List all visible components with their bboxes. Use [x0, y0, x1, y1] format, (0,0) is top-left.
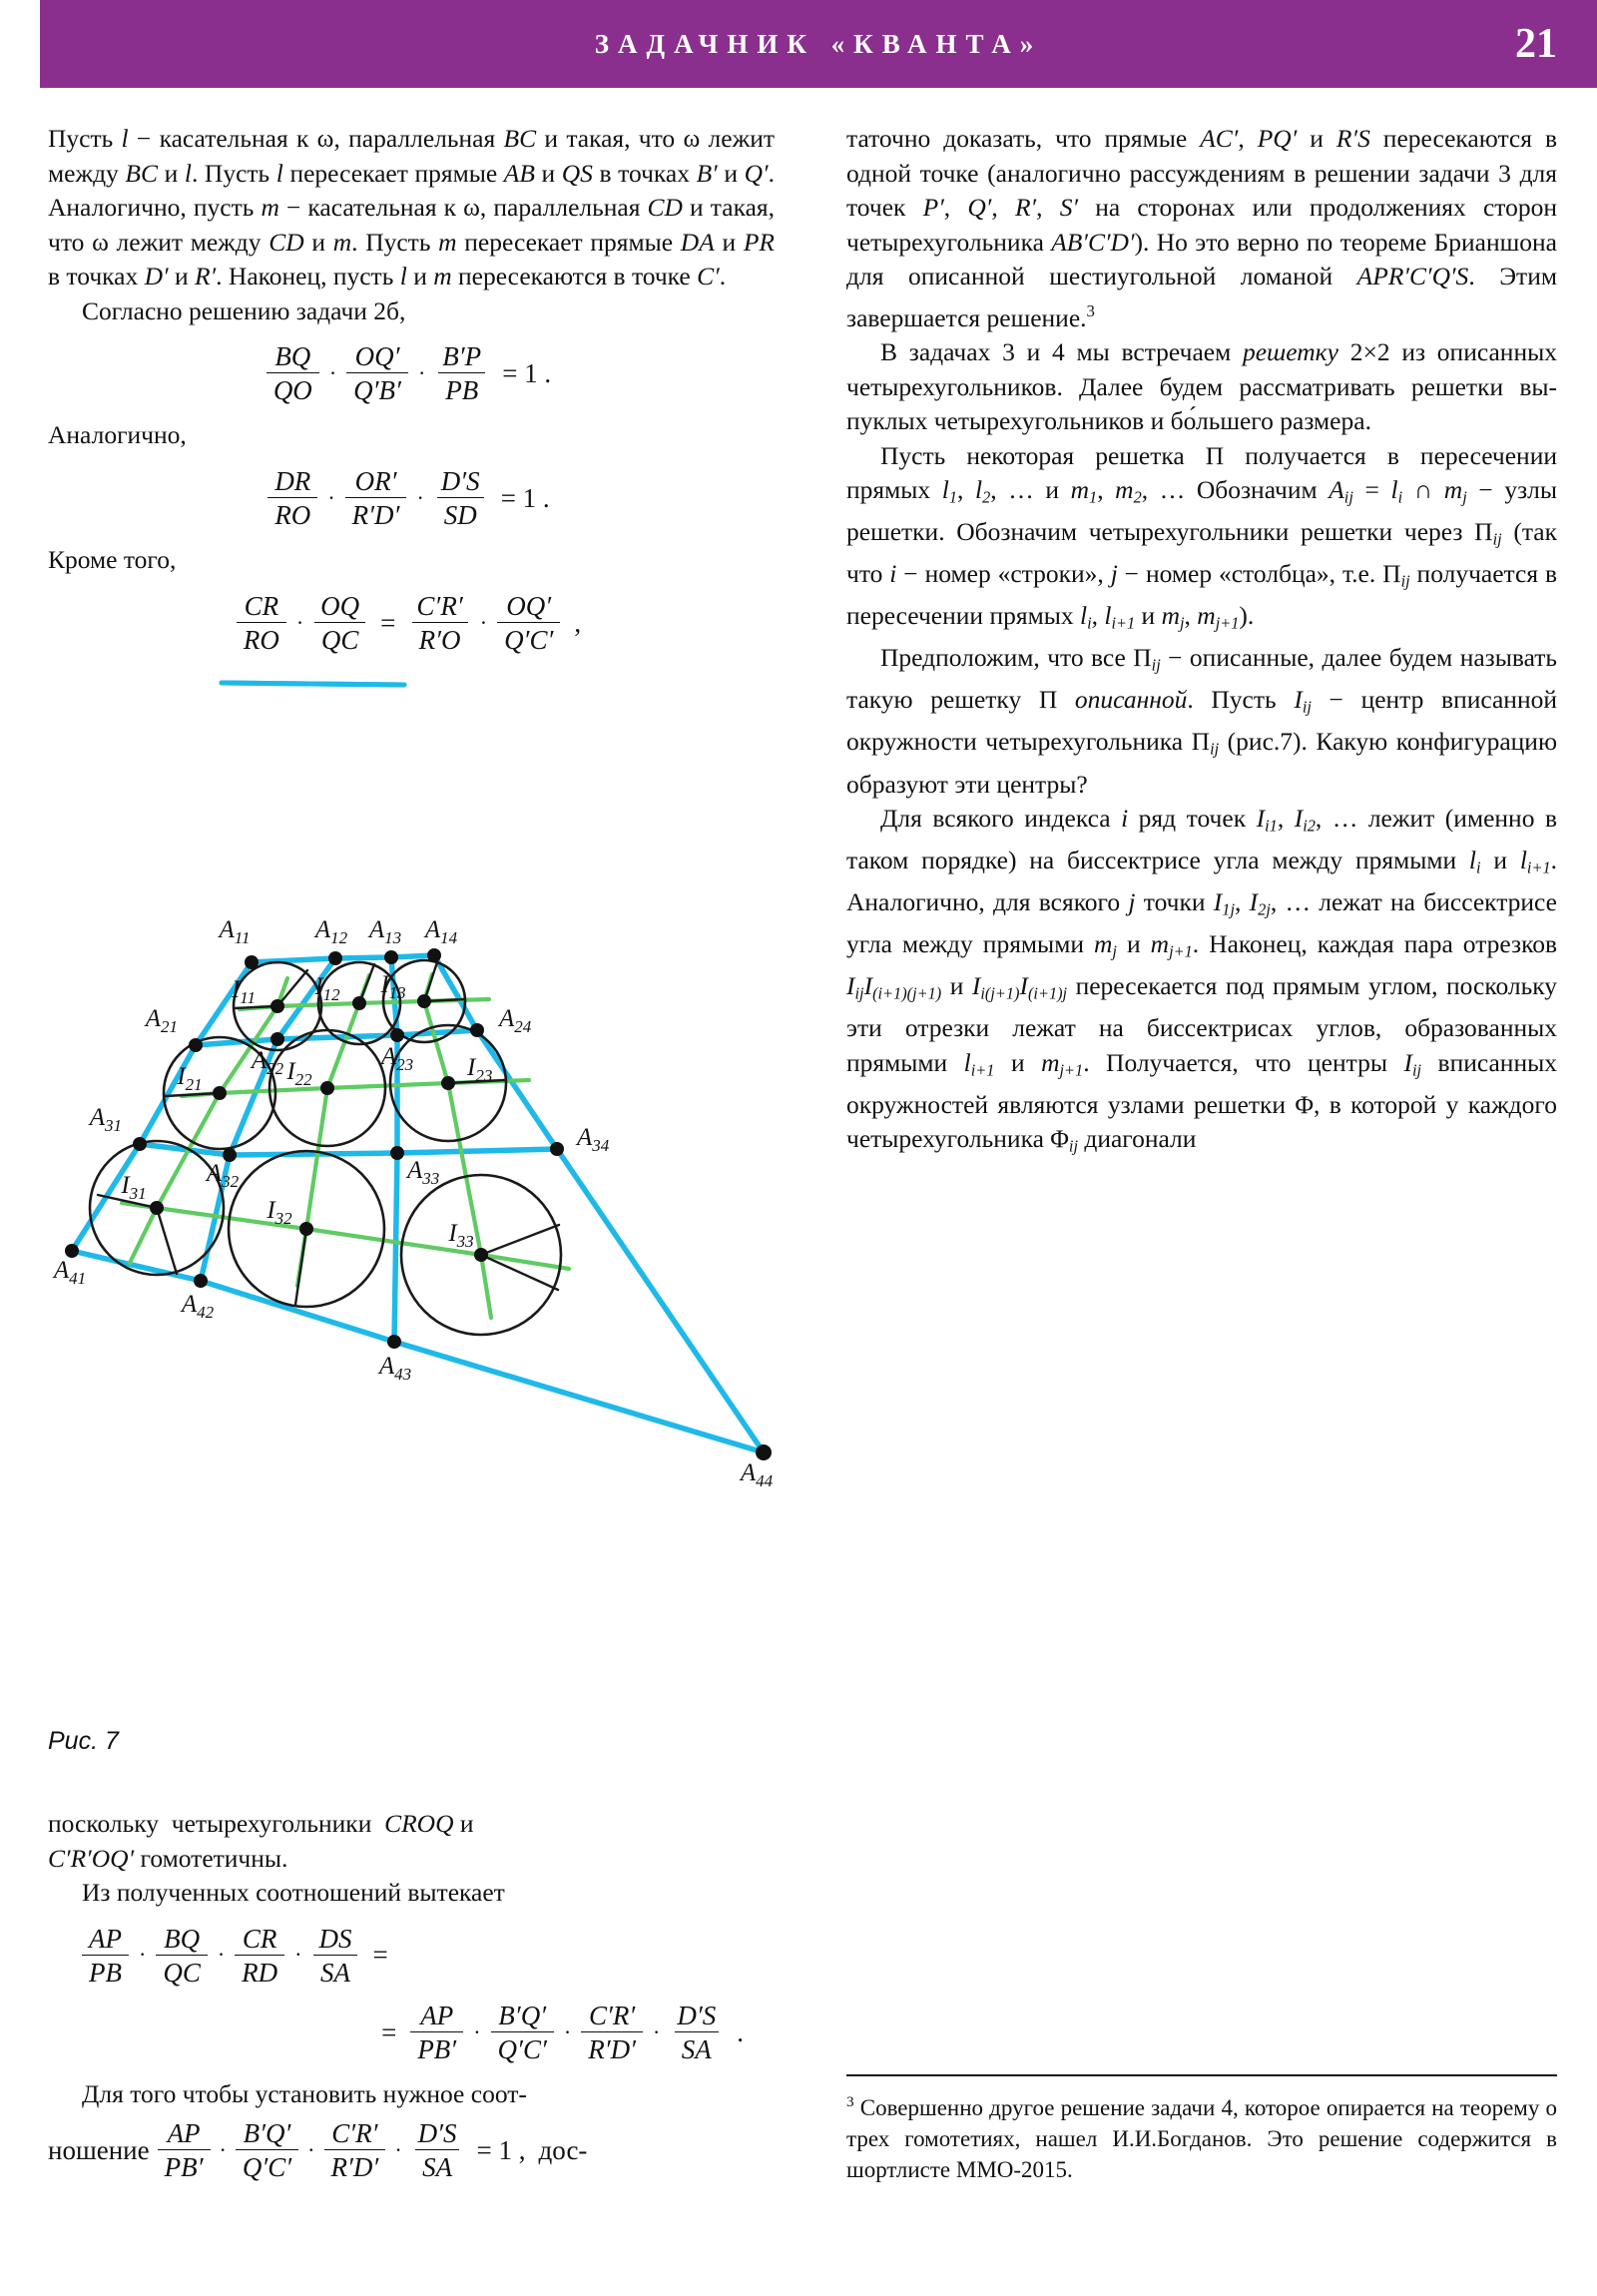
- fraction-ds-sa: [312, 1924, 359, 1988]
- node-A44: [756, 1444, 772, 1460]
- paragraph-left-7: Для того чтобы установить нужное соот-: [82, 2079, 527, 2109]
- numerator: OQ′: [506, 590, 552, 621]
- label-I21: $I_{21}$: [177, 1063, 203, 1094]
- fraction-cprp-rpo: [409, 591, 469, 655]
- node-A34: [550, 1142, 564, 1156]
- equation-6: [48, 2118, 775, 2182]
- label-A21: $A_{21}$: [145, 1005, 178, 1036]
- multiply-dot: ·: [479, 609, 488, 635]
- page-header-banner: [40, 0, 1597, 88]
- equation-tail: =: [372, 1940, 388, 1971]
- bisector-row-3: [122, 1203, 569, 1269]
- footnote-block: [846, 2086, 1557, 2185]
- label-A23: $A_{23}$: [380, 1043, 414, 1074]
- denominator: PB′: [158, 2149, 211, 2182]
- radius-I33-b: [481, 1225, 559, 1255]
- figure-caption: Рис. 7: [48, 1727, 119, 1755]
- center-I22: [320, 1081, 334, 1095]
- denominator: SD: [437, 497, 484, 530]
- multiply-dot: ·: [416, 484, 424, 510]
- node-A33: [390, 1146, 404, 1160]
- denominator: R′D′: [581, 2031, 643, 2064]
- equation-rhs: = 1 .: [502, 357, 552, 388]
- multiply-dot: ·: [139, 1942, 147, 1968]
- numerator: DS: [318, 1923, 352, 1954]
- denominator: SA: [675, 2031, 719, 2064]
- label-I31: $I_{31}$: [121, 1172, 147, 1203]
- denominator: RD: [235, 1955, 284, 1988]
- denominator: R′O: [412, 622, 468, 655]
- multiply-dot: ·: [328, 359, 337, 385]
- label-A34: $A_{34}$: [577, 1124, 610, 1155]
- denominator: PB: [438, 372, 485, 405]
- denominator: QC: [156, 1955, 208, 1988]
- page-number: 21: [1515, 21, 1557, 67]
- node-A13: [384, 950, 398, 964]
- equation-tail: = 1 ,: [476, 2134, 526, 2165]
- footnote-text: [846, 2086, 1557, 2185]
- paragraph-right-2: В задачах 3 и 4 мы встречаем решетку 2×2 из описанных четырехугольников. Далее будем рассматривать решетки выпуклых четырехугольников и бо́льшего размера.: [846, 337, 1557, 436]
- multiply-dot: ·: [307, 2136, 315, 2162]
- denominator: RO: [267, 497, 317, 530]
- fraction-cprp-rpdp: [581, 2001, 643, 2064]
- center-I12: [352, 996, 366, 1010]
- paragraph-right-5: Для всякого индекса i ряд точек $I_{i1}$, $I_{i2}$, … лежит (именно в таком порядке) на биссектрисе угла между прямыми $l_i$ и $l_{i+1}$. Аналогично, для всякого j точки $I_{1j}$, $I_{2j}$, … лежат на биссектрисе угла между прямыми $m_j$ и $m_{j+1}$. Наконец, каждая пара отрезков $I_{ij}I_{(i+1)(j+1)}$ и $I_{i(j+1)}I_{(i+1)j}$ пересекается под прямым углом, поскольку эти отрезки лежат на биссектрисах углов, образованных прямыми $l_{i+1}$ и $m_{j+1}$. Получается, что центры $I_{ij}$ вписанных окружностей являются узлами решетки Φ, в которой у каждого четырехугольника $\Phi_{ij}$ диагонали: [846, 804, 1558, 1156]
- denominator: Q′B′: [346, 372, 408, 405]
- fraction-bpqp-qpcp-2: [236, 2118, 298, 2182]
- center-I11: [270, 999, 284, 1013]
- fraction-cr-rd: [235, 1924, 284, 1988]
- node-A41: [65, 1244, 79, 1258]
- grid-lines-cyan: [222, 683, 404, 685]
- label-A33: $A_{33}$: [407, 1157, 440, 1188]
- line-l4: [72, 1251, 764, 1452]
- denominator: R′D′: [324, 2149, 386, 2182]
- denominator: RO: [237, 622, 286, 655]
- numerator: D′S: [417, 2117, 457, 2148]
- fraction-bq-qc: [156, 1924, 208, 1988]
- paragraph-left-1: Пусть l − касательная к ω, параллельная BC и такая, что ω лежит между BC и l. Пусть l пересекает прямые AB и QS в точках B′ и Q′. Аналогично, пусть m − касательная к ω, параллельная CD и такая, что ω лежит между CD и m. Пусть m пересекает прямые DA и PR в точках D′ и R′. Наконец, пусть l и m пересекаются в точке C′.: [48, 124, 775, 290]
- label-A11: $A_{11}$: [219, 916, 251, 947]
- center-I21: [213, 1086, 227, 1100]
- denominator: QO: [266, 372, 319, 405]
- fraction-orp-rpdp: [345, 466, 407, 530]
- denominator: SA: [415, 2149, 459, 2182]
- label-A43: $A_{43}$: [378, 1353, 412, 1384]
- equation-3: [48, 591, 775, 655]
- fraction-dr-ro: [267, 466, 317, 530]
- multiply-dot: ·: [417, 359, 426, 385]
- denominator: QC: [314, 622, 366, 655]
- paragraph-right-3: Пусть некоторая решетка Π получается в пересечении прямых $l_1$, $l_2$, … и $m_1$, $m_2$, … Обозначим $A_{ij} = l_i$ ∩ $m_j$ − узлы решетки. Обозначим четырехугольники решетки через $\Pi_{ij}$ (так что i − номер «строки», j − номер «столбца», т.е. $\Pi_{ij}$ получается в пересечении прямых $l_i$, $l_{i+1}$ и $m_j$, $m_{j+1}$).: [846, 440, 1558, 633]
- paragraph-left-6: Из полученных соотношений вытекает: [82, 1878, 505, 1907]
- label-I33: $I_{33}$: [448, 1220, 474, 1251]
- label-A14: $A_{14}$: [424, 916, 458, 947]
- node-A42: [194, 1274, 208, 1288]
- label-A31: $A_{31}$: [89, 1104, 122, 1135]
- label-I23: $I_{23}$: [467, 1054, 493, 1085]
- numerator: B′P: [442, 341, 482, 371]
- multiply-dot: ·: [563, 2018, 572, 2044]
- multiply-dot: ·: [219, 2136, 227, 2162]
- label-I32: $I_{32}$: [266, 1197, 292, 1228]
- label-A12: $A_{12}$: [314, 916, 348, 947]
- fraction-bpqp-qpcp: [491, 2001, 554, 2064]
- radius-I31-b: [157, 1208, 177, 1274]
- equals-sign: =: [380, 607, 396, 638]
- radius-I32-a: [295, 1229, 306, 1305]
- center-I32: [299, 1222, 313, 1236]
- node-A32: [223, 1148, 237, 1162]
- fraction-bq-qo: [266, 341, 319, 405]
- fraction-dps-sd: [434, 466, 487, 530]
- footnote-body: Совершенно другое решение задачи 4, которое опирается на теорему о трех гомотетиях, нашел И.И.Богданов. Это решение содержится в шортлисте ММО-2015.: [846, 2095, 1558, 2183]
- multiply-dot: ·: [653, 2018, 661, 2044]
- numerator: BQ: [164, 1923, 201, 1954]
- numerator: OQ′: [354, 341, 400, 371]
- footnote-divider: [846, 2074, 1557, 2076]
- denominator: PB: [82, 1955, 129, 1988]
- fraction-bpp-pb: [435, 341, 488, 405]
- equals-sign: =: [381, 2016, 397, 2047]
- label-A22: $A_{22}$: [251, 1047, 284, 1078]
- fraction-cprp-rpdp-2: [324, 2118, 386, 2182]
- node-A22: [270, 1032, 284, 1046]
- numerator: DR: [274, 465, 311, 496]
- denominator: Q′C′: [236, 2149, 298, 2182]
- multiply-dot: ·: [473, 2018, 481, 2044]
- fraction-oqp-qpcp: [497, 591, 560, 655]
- multiply-dot: ·: [294, 1942, 302, 1968]
- label-A41: $A_{41}$: [53, 1257, 87, 1288]
- page-title: ЗАДАЧНИК «КВАНТА»: [594, 28, 1043, 59]
- equation-rhs: = 1 .: [500, 482, 550, 513]
- left-column-lower: [48, 1807, 775, 2182]
- node-A43: [387, 1335, 401, 1349]
- numerator: AP: [167, 2117, 201, 2148]
- equation-lead-word: ношение: [48, 2134, 150, 2165]
- node-A12: [328, 951, 342, 965]
- denominator: Q′C′: [491, 2031, 554, 2064]
- fraction-dps-sa: [670, 2001, 723, 2064]
- center-I23: [441, 1076, 455, 1090]
- label-A44: $A_{44}$: [740, 1459, 774, 1490]
- paragraph-right-4: Предположим, что все $\Pi_{ij}$ − описанные, далее будем называть такую решетку Π описанной. Пусть $I_{ij}$ − центр вписанной окружности четырехугольника $\Pi_{ij}$ (рис.7). Какую конфигурацию образуют эти центры?: [846, 643, 1558, 799]
- multiply-dot: ·: [295, 609, 304, 635]
- paragraph-left-3: Аналогично,: [48, 420, 187, 450]
- numerator: OR′: [354, 465, 397, 496]
- center-I13: [417, 994, 431, 1008]
- numerator: OQ: [320, 590, 360, 621]
- footnote-marker: 3: [846, 2093, 854, 2110]
- numerator: CR: [244, 590, 279, 621]
- equation-tail: ,: [574, 607, 582, 638]
- node-A11: [245, 955, 259, 969]
- numerator: C′R′: [416, 590, 463, 621]
- node-A23: [390, 1028, 404, 1042]
- paragraph-left-5: поскольку четырехугольники CROQ и C′R′OQ′ гомотетичны.: [48, 1809, 474, 1873]
- fraction-oqp-qpbp: [346, 341, 408, 405]
- numerator: D′S: [677, 2000, 717, 2030]
- multiply-dot: ·: [327, 484, 335, 510]
- equation-5: [48, 2001, 775, 2064]
- equation-tail: .: [737, 2016, 744, 2047]
- label-I12: $I_{12}$: [314, 973, 340, 1004]
- label-A13: $A_{13}$: [368, 916, 402, 947]
- numerator: B′Q′: [243, 2117, 291, 2148]
- label-I13: $I_{13}$: [380, 971, 406, 1002]
- node-A31: [133, 1137, 147, 1151]
- radius-marks: [98, 962, 559, 1305]
- numerator: AP: [420, 2000, 454, 2030]
- equation-4: [48, 1924, 775, 1988]
- denominator: Q′C′: [497, 622, 560, 655]
- fraction-dps-sa-2: [411, 2118, 464, 2182]
- fraction-oq-qc: [313, 591, 366, 655]
- label-A24: $A_{24}$: [499, 1005, 532, 1036]
- equation-1: [48, 341, 775, 405]
- numerator: BQ: [274, 341, 311, 371]
- center-I33: [474, 1248, 488, 1262]
- fraction-ap-pb: [82, 1924, 129, 1988]
- bisector-col-2: [297, 975, 369, 1286]
- multiply-dot: ·: [217, 1942, 226, 1968]
- equation-2: [48, 466, 775, 530]
- center-I31: [150, 1201, 164, 1215]
- denominator: PB′: [410, 2031, 463, 2064]
- paragraph-right-1: таточно доказать, что прямые AC′, PQ′ и R′S пересекаются в одной точке (аналогично рассуждениям в решении задачи 3 для точек P′, Q′, R′, S′ на сторонах или продолжениях сторон четырехугольника AB′C′D′). Но это верно по теореме Брианшона для описанной шестиугольной ломаной APR′C′Q′S. Этим завершается решение.$^3$: [846, 124, 1558, 332]
- node-A24: [470, 1023, 484, 1037]
- numerator: AP: [89, 1923, 122, 1954]
- figure-content: [52, 916, 774, 1490]
- node-A14: [427, 948, 441, 962]
- multiply-dot: ·: [394, 2136, 402, 2162]
- fraction-cr-ro: [237, 591, 286, 655]
- equation-after-word: дос-: [538, 2134, 588, 2165]
- right-column: [846, 122, 1557, 1164]
- numerator: D′S: [440, 465, 480, 496]
- numerator: C′R′: [331, 2117, 378, 2148]
- denominator: R′D′: [345, 497, 407, 530]
- paragraph-left-2: Согласно решению задачи 2б,: [82, 295, 406, 325]
- label-A32: $A_{32}$: [206, 1160, 240, 1191]
- fraction-ap-pbp-2: [158, 2118, 211, 2182]
- numerator: B′Q′: [498, 2000, 547, 2030]
- label-A42: $A_{42}$: [181, 1291, 215, 1322]
- node-A21: [189, 1038, 203, 1052]
- left-column: [48, 122, 775, 668]
- label-I22: $I_{22}$: [286, 1058, 312, 1089]
- denominator: SA: [313, 1955, 357, 1988]
- label-I11: $I_{11}$: [231, 976, 257, 1007]
- footnote-marker-inline: 3: [1086, 300, 1095, 320]
- numerator: C′R′: [588, 2000, 636, 2030]
- numerator: CR: [242, 1923, 277, 1954]
- paragraph-left-4: Кроме того,: [48, 545, 177, 575]
- fraction-ap-pbp: [410, 2001, 463, 2064]
